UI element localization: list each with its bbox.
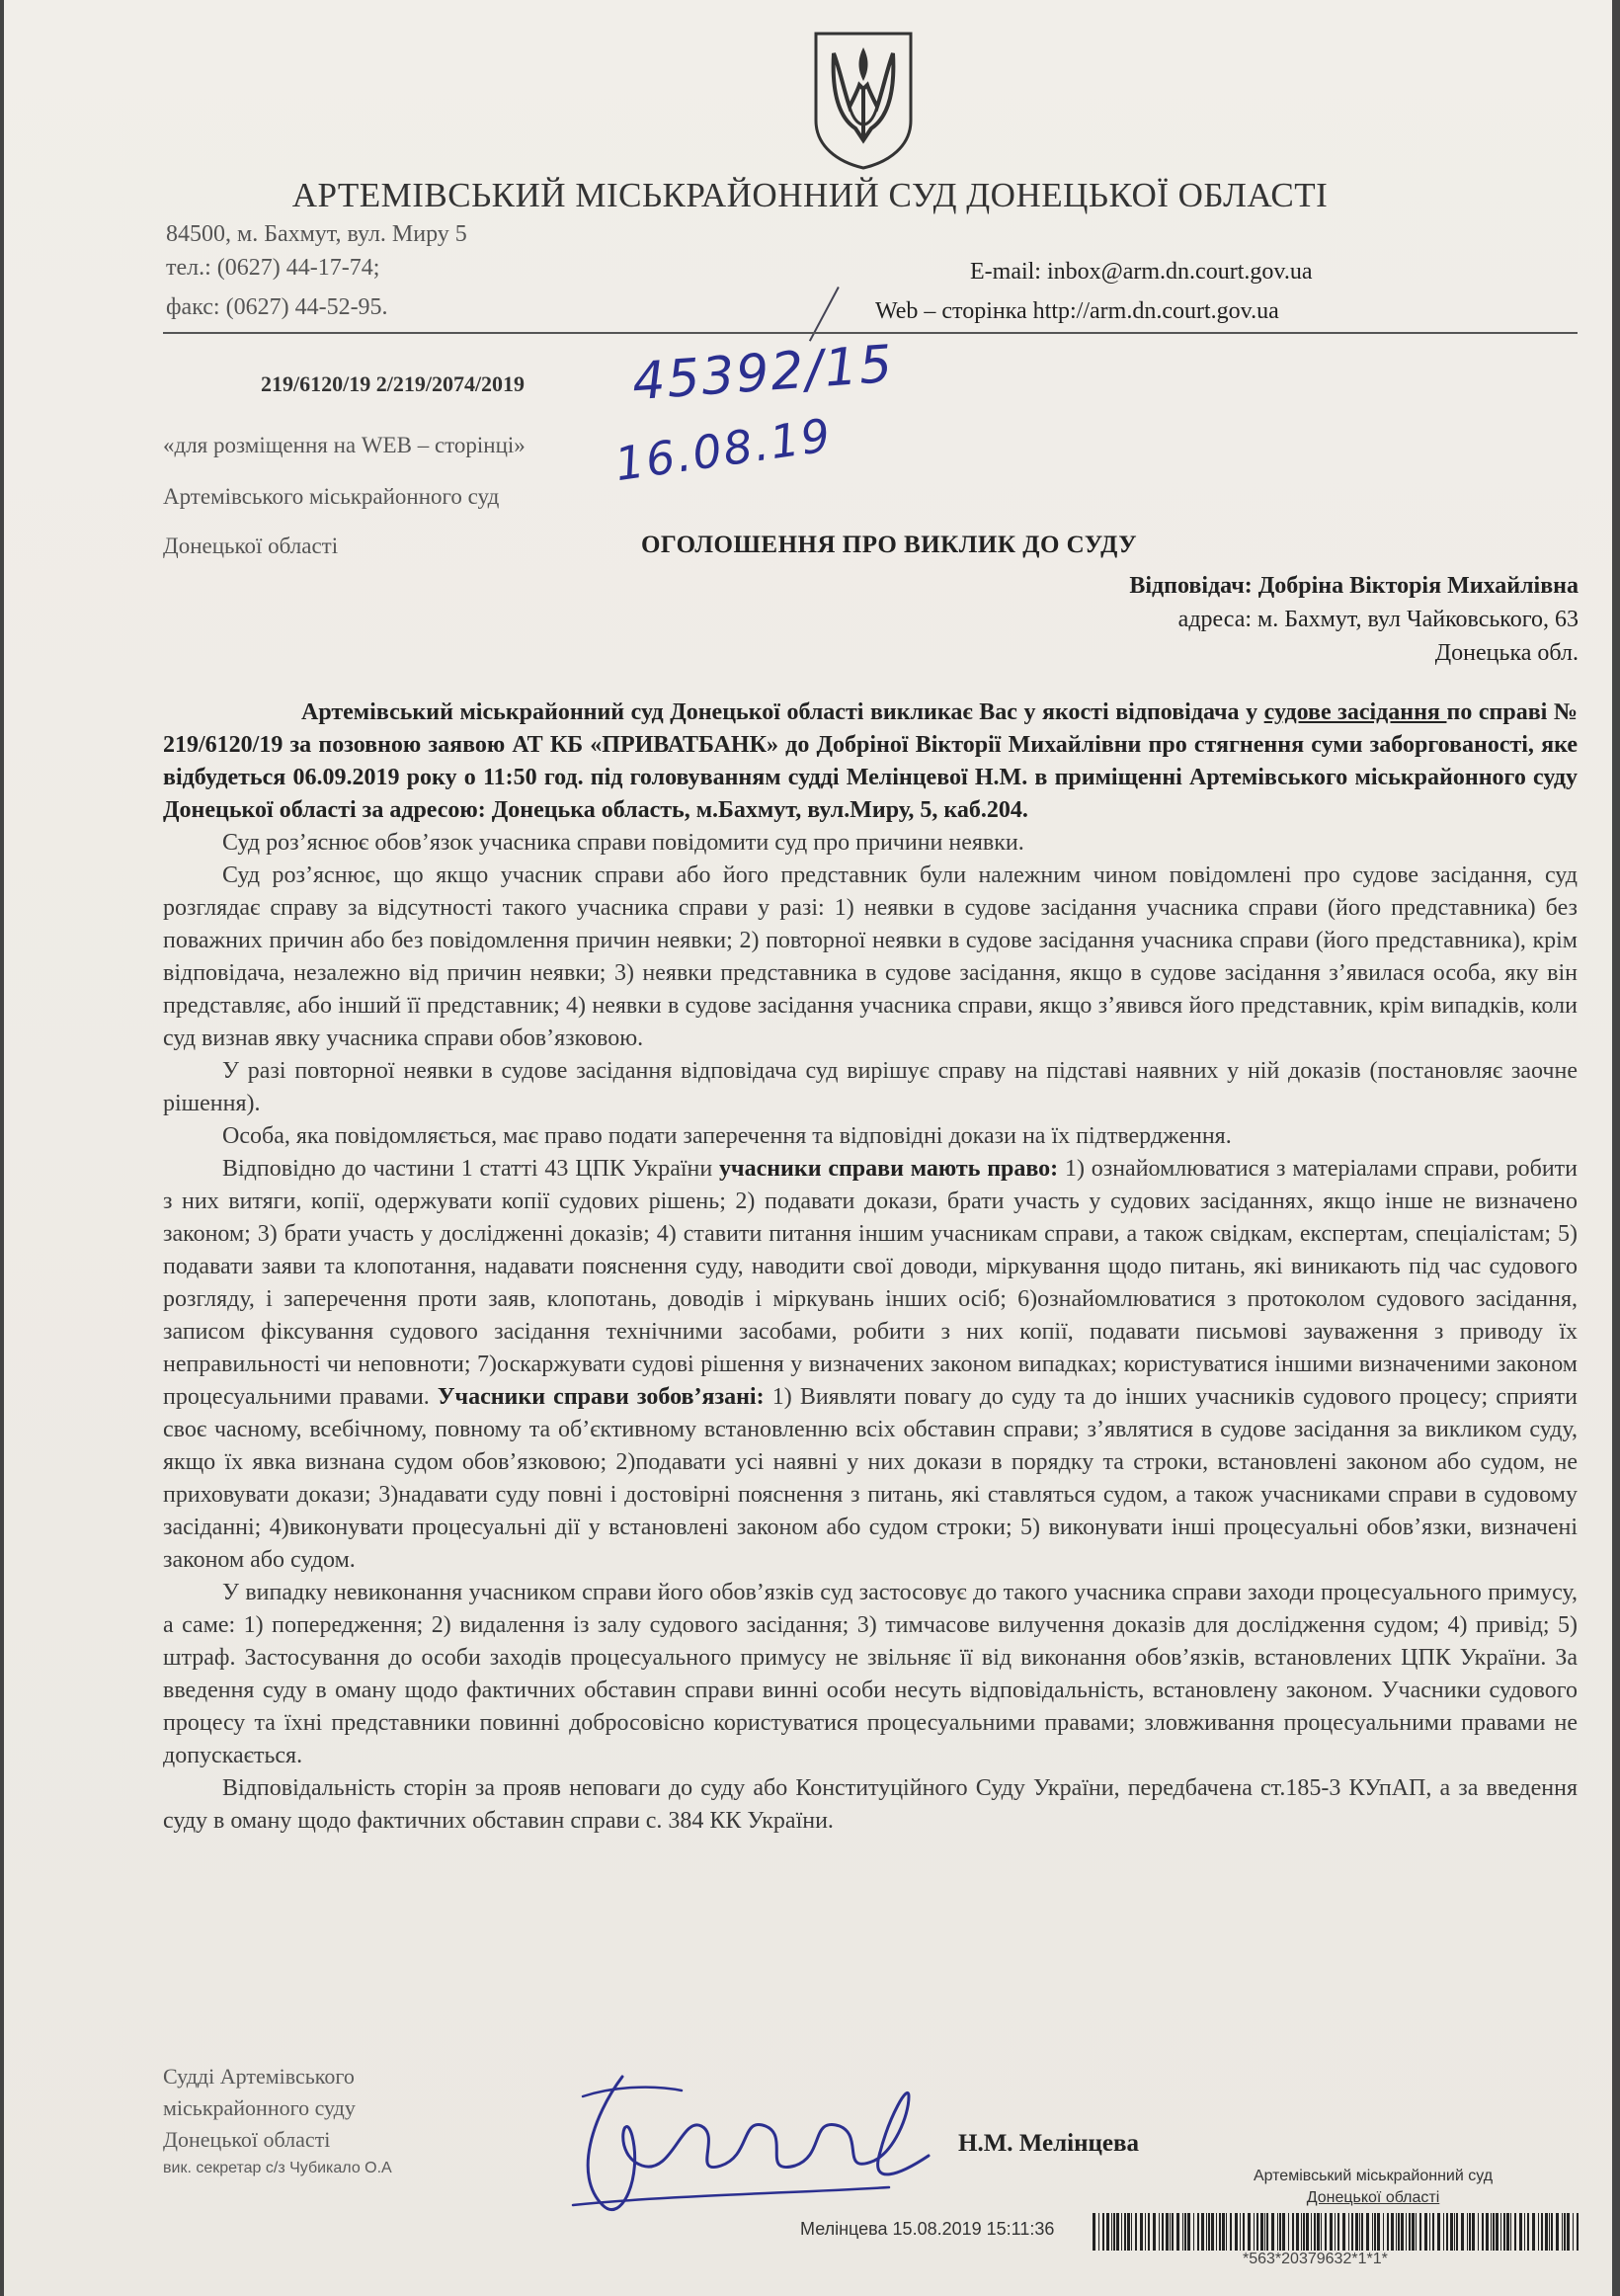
barcode-bar [1271,2213,1274,2251]
barcode-bar [1116,2213,1119,2251]
barcode-bar [1330,2213,1333,2251]
trident-emblem-icon [812,30,915,170]
barcode-bar [1514,2213,1516,2251]
barcode-bar [1527,2213,1529,2251]
barcode-bar [1412,2213,1415,2251]
barcode-bar [1432,2213,1434,2251]
barcode-bar [1219,2213,1221,2251]
barcode-bar [1176,2213,1179,2251]
barcode-bar [1166,2213,1169,2251]
barcode-bar [1387,2213,1389,2251]
barcode-bar [1467,2213,1468,2251]
barcode-bar [1366,2213,1369,2251]
barcode-bar [1230,2213,1232,2251]
barcode-bar [1461,2213,1464,2251]
barcode-bar [1377,2213,1380,2251]
paragraph-coercion: У випадку невиконання учасником справи його обов’язків суд застосовує до такого учасника справи заходи процесуального примусу, а саме: 1) попередження; 2) видалення із залу судового засідання; 3) тимчасове вилучення доказів для дослідження судом; 4) привід; 5) штраф. Застосування до особи заходів процесуального примусу не звільняє її від виконання обов’язків, встановлених ЦПК України. За введення суду в оману щодо фактичних обставин справи винні особи несуть відповідальність, встановлену законом. Учасники судового процесу та їхні представники повинні добросовісно користуватися процесуальними правами; зловживання процесуальними правами не допускається. [163,1580,1578,1768]
barcode-bar [1127,2213,1130,2251]
barcode-bar [1226,2213,1227,2251]
barcode-bar [1567,2213,1570,2251]
handwritten-registration-number: 45392/15 [630,334,896,413]
notice-body [163,697,1578,1838]
barcode-bar [1510,2213,1511,2251]
barcode-bar [1406,2213,1407,2251]
barcode-bar [1556,2213,1559,2251]
barcode-bar [1351,2213,1353,2251]
barcode-bar [1424,2213,1427,2251]
paragraph-repeat-absence: У разі повторної неявки в судове засідання відповідача суд вирішує справу на підставі наявних у ній доказів (постановляє заочне рішення). [163,1058,1578,1116]
barcode-bar [1409,2213,1411,2251]
barcode-bar [1506,2213,1509,2251]
respondent-region: Донецька обл. [1434,640,1579,666]
barcode-bar [1348,2213,1349,2251]
judge-title-line-3: Донецької області [163,2127,331,2152]
barcode-bar [1396,2213,1397,2251]
respondent-address: адреса: м. Бахмут, вул Чайковського, 63 [1177,607,1579,632]
stamp-line-1: Артемівський міськрайонний суд [1253,2168,1494,2184]
barcode-bar [1193,2213,1194,2251]
addressee-line-2: Артемівського міськрайонного суд [163,484,500,509]
barcode-bar [1282,2213,1285,2251]
barcode-bar [1266,2213,1268,2251]
barcode-bar [1102,2213,1104,2251]
barcode-bar [1519,2213,1522,2251]
respondent-name: Відповідач: Добріна Вікторія Михайлівна [1129,573,1579,599]
barcode-bar [1532,2213,1535,2251]
barcode-bar [1216,2213,1217,2251]
barcode-bar [1111,2213,1112,2251]
barcode-bar [1456,2213,1458,2251]
case-numbers: 219/6120/19 2/219/2074/2019 [261,371,526,396]
barcode-bar [1500,2213,1501,2251]
barcode-bar [1398,2213,1400,2251]
barcode-bar [1564,2213,1566,2251]
scan-edge-left [0,0,4,2296]
court-address: 84500, м. Бахмут, вул. Миру 5 [166,221,467,247]
barcode-bar [1240,2213,1241,2251]
barcode-bar [1429,2213,1430,2251]
barcode-bar [1416,2213,1417,2251]
barcode-bar [1106,2213,1109,2251]
paragraph-absence-rules: Суд роз’яснює, що якщо учасник справи або його представник були належним чином повідомлені про судове засідання, суд розглядає справу за відсутності такого учасника справи у разі: 1) неявки в судове засідання учасника справи (його представника) без поважних причин або без повідомлення причин неявки; 2) повторної неявки в судове засідання учасника справи (його представника), крім відповідача, незалежно від причин неявки; 3) неявки представника в судове засідання, якщо в судове засідання з’явилася особа, яку він представляє, або інший її представник; 4) неявки в судове засідання учасника справи, якщо з’явився його представник, крім випадків, коли суд визнав явку учасника справи обов’язковою. [163,862,1578,1051]
judge-name: Н.М. Мелінцева [958,2130,1140,2157]
barcode-bar [1538,2213,1539,2251]
judge-title-line-1: Судді Артемівського [163,2064,355,2089]
barcode-bar [1292,2213,1294,2251]
barcode-bar [1222,2213,1225,2251]
barcode-bar [1314,2213,1316,2251]
barcode-bar [1121,2213,1122,2251]
barcode-bar [1254,2213,1255,2251]
barcode-bar [1135,2213,1137,2251]
barcode-bar [1277,2213,1278,2251]
barcode-bar [1301,2213,1302,2251]
barcode-bar [1577,2213,1579,2251]
barcode-bar [1562,2213,1563,2251]
barcode-bar [1172,2213,1174,2251]
barcode-bar [1472,2213,1475,2251]
addressee-line-1: «для розміщення на WEB – сторінці» [163,433,526,457]
barcode-bar [1243,2213,1245,2251]
barcode-bar [1450,2213,1453,2251]
court-stamp [1185,2166,1561,2209]
header-divider [163,332,1578,334]
barcode-bar [1524,2213,1525,2251]
court-fax: факс: (0627) 44-52-95. [166,294,388,320]
court-website: Web – сторінка http://arm.dn.court.gov.ua [875,298,1279,324]
barcode-bar [1311,2213,1312,2251]
barcode-number: *563*20379632*1*1* [1243,2251,1388,2267]
barcode-bar [1235,2213,1238,2251]
electronic-signature-date: Мелінцева 15.08.2019 15:11:36 [800,2219,1055,2239]
barcode-bar [1184,2213,1186,2251]
barcode-bar [1454,2213,1455,2251]
court-name: АРТЕМІВСЬКИЙ МІСЬКРАЙОННИЙ СУД ДОНЕЦЬКОЇ ОБЛАСТІ [291,176,1329,214]
barcode-bar [1187,2213,1190,2251]
barcode-bar [1573,2213,1574,2251]
paragraph-liability: Відповідальність сторін за прояв неповаги до суду або Конституційного Суду України, передбачена ст.185-3 КУпАП, а за введення суду в оману щодо фактичних обставин справи с. 384 КК України. [163,1775,1578,1834]
judge-title-line-2: міськрайонного суду [163,2095,356,2120]
barcode-bar [1325,2213,1327,2251]
barcode-bar [1321,2213,1322,2251]
barcode-bar [1551,2213,1553,2251]
notice-title: ОГОЛОШЕННЯ ПРО ВИКЛИК ДО СУДУ [640,532,1138,558]
barcode-bar [1469,2213,1471,2251]
barcode-bar [1361,2213,1363,2251]
barcode-bar [1478,2213,1479,2251]
barcode-bar [1296,2213,1299,2251]
barcode-bar [1482,2213,1484,2251]
barcode-bar [1491,2213,1492,2251]
court-email: E-mail: inbox@arm.dn.court.gov.ua [970,259,1313,285]
barcode-bar [1493,2213,1495,2251]
barcode-bar [1391,2213,1394,2251]
paragraph-objections: Особа, яка повідомляється, має право подати заперечення та відповідні докази на їх підтвердження. [222,1123,1232,1149]
barcode-bar [1383,2213,1384,2251]
barcode-bar [1437,2213,1440,2251]
barcode-bar [1443,2213,1444,2251]
barcode-bar [1419,2213,1421,2251]
barcode-bar [1153,2213,1156,2251]
barcode-bar [1446,2213,1448,2251]
barcode-bar [1182,2213,1183,2251]
barcode-bar [1201,2213,1204,2251]
barcode-bar [1211,2213,1214,2251]
paragraph-absence-duty: Суд роз’яснює обов’язок учасника справи повідомити суд про причини неявки. [222,830,1024,856]
barcode-bar [1288,2213,1289,2251]
handwritten-signature [553,2057,968,2235]
barcode-bar [1159,2213,1160,2251]
court-phone: тел.: (0627) 44-17-74; [166,255,380,281]
barcode-bar [1335,2213,1336,2251]
barcode-bar [1256,2213,1258,2251]
scan-edge-right [1612,0,1620,2296]
barcode-bar [1306,2213,1309,2251]
secretary-note: вик. секретар с/з Чубикало О.А [163,2160,392,2176]
barcode-bar [1248,2213,1251,2251]
barcode-bar [1545,2213,1548,2251]
paragraph-rights-duties: Відповідно до частини 1 статті 43 ЦПК України учасники справи мають право: 1) ознайомлюватися з матеріалами справи, робити з них витяги, копії, одержувати копії судових рішень; 2) подавати докази, брати участь у судових засіданнях, якщо інше не визначено законом; 3) брати участь у дослідженні доказів; 4) ставити питання іншим учасникам справи, а також свідкам, експертам, спеціалістам; 5) подавати заяви та клопотання, надавати пояснення суду, наводити свої доводи, міркування щодо питань, які виникають під час судового розгляду, і заперечення проти заяв, клопотань, доводів і міркувань інших осіб; 6)ознайомлюватися з протоколом судового засідання, записом фіксування судового засідання технічними засобами, робити з них копії, подавати письмові зауваження з приводу їх неправильності чи неповноти; 7)оскаржувати судові рішення у визначених законом випадках; користуватися іншими визначеними законом процесуальними правами. Учасники справи зобов’язані: 1) Виявляти повагу до суду та до інших учасників судового процесу; сприяти своє часному, всебічному, повному та об’єктивному встановленню всіх обставин справи; з’являтися в судове засідання за викликом суду, якщо їх явка визнана судом обов’язковою; 2)подавати усі наявні у них докази в порядку та строки, встановлені законом або судом, не приховувати докази; 3)надавати суду повні і достовірні пояснення з питань, які ставляться судом, а також учасниками справи в судовому засіданні; 4)виконувати процесуальні дії у встановлені законом або судом строки; 5) виконувати інші процесуальні обов’язки, визначені законом або судом. [163,1156,1578,1573]
barcode-bar [1098,2213,1099,2251]
barcode-bar [1486,2213,1489,2251]
barcode-bar [1317,2213,1320,2251]
barcode-bar [1401,2213,1404,2251]
barcode-bar [1208,2213,1210,2251]
barcode-bar [1374,2213,1376,2251]
addressee-line-3: Донецької області [163,533,339,558]
barcode-bar [1496,2213,1498,2251]
barcode-bar [1170,2213,1171,2251]
barcode-bar [1162,2213,1164,2251]
barcode-bar [1124,2213,1126,2251]
barcode-bar [1145,2213,1146,2251]
barcode-bar [1342,2213,1345,2251]
paragraph-summons: Артемівський міськрайонний суд Донецької області викликає Вас у якості відповідача у судове засідання по справі № 219/6120/19 за позовною заявою АТ КБ «ПРИВАТБАНК» до Добріної Вікторії Михайлівни про стягнення суми заборгованості, яке відбудеться 06.09.2019 року о 11:50 год. під головуванням судді Мелінцевої Н.М. в приміщенні Артемівського міськрайонного суду Донецької області за адресою: Донецька область, м.Бахмут, вул.Миру, 5, каб.204. [163,699,1578,823]
barcode-bar [1541,2213,1543,2251]
barcode-bar [1372,2213,1373,2251]
barcode-bar [1503,2213,1505,2251]
barcode-bar [1148,2213,1150,2251]
barcode-bar [1131,2213,1132,2251]
barcode-bar [1260,2213,1263,2251]
barcode-bar [1093,2213,1095,2251]
barcode-bar [1549,2213,1550,2251]
barcode-bar [1113,2213,1115,2251]
barcode-bar [1264,2213,1265,2251]
barcode-bar [1279,2213,1281,2251]
barcode-bar [1206,2213,1207,2251]
handwritten-registration-date: 16.08.19 [611,407,836,492]
barcode-bar [1140,2213,1143,2251]
stamp-line-2: Донецької області [1306,2189,1440,2206]
barcode-bar [1197,2213,1199,2251]
barcode-bar [1337,2213,1339,2251]
document-barcode [1091,2213,1584,2251]
barcode-bar [1355,2213,1358,2251]
signature-block [163,2061,392,2181]
barcode-bar [1359,2213,1360,2251]
barcode-bar [1303,2213,1305,2251]
